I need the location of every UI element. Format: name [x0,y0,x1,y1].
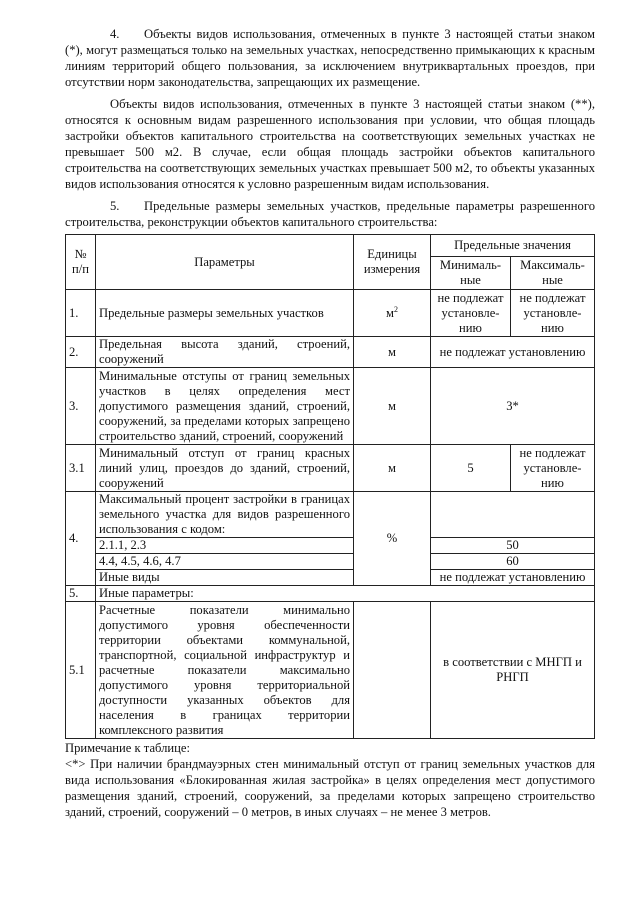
row-3-unit: м [354,368,431,445]
paragraph-5 [65,198,595,230]
row-1-unit-base: м [386,305,394,320]
header-limits: Предельные значения [431,235,595,257]
row-2-num: 2. [66,337,96,368]
paragraph-5-number: 5. [110,199,120,213]
row-1-param: Предельные размеры земельных участков [96,290,354,337]
table-row [66,586,595,602]
table-row [66,602,595,739]
row-2-unit: м [354,337,431,368]
paragraph-4-text: Объекты видов использования, отмеченных в пункте 3 настоящей статьи знаком (*), могут размещаться только на земельных участках, непосредственно примыкающих к красным линиям территорий общего пользования, за исключением внутриквартальных проездов, при отсутствии норм законодательства, запрещающих их размещение. [65,27,595,89]
header-params: Параметры [96,235,354,290]
row-5-1-value: в соответствии с МНГП и РНГП [431,602,595,739]
header-num: № п/п [66,235,96,290]
row-5-1-num: 5.1 [66,602,96,739]
row-3-value: 3* [431,368,595,445]
row-3-1-max: не подлежат установле-нию [511,445,595,492]
row-2-value: не подлежат установлению [431,337,595,368]
row-4-sub3-label: Иные виды [96,570,354,586]
row-4-sub1-label: 2.1.1, 2.3 [96,538,354,554]
row-2-param: Предельная высота зданий, строений, сооружений [96,337,354,368]
parameters-table [65,234,595,739]
row-4-sub1-value: 50 [431,538,595,554]
row-3-1-unit: м [354,445,431,492]
row-4-unit: % [354,492,431,586]
row-5-1-unit [354,602,431,739]
table-row [66,290,595,337]
paragraph-4-continued: Объекты видов использования, отмеченных в пункте 3 настоящей статьи знаком (**), относятся к основным видам разрешенного использования при условии, что общая площадь застройки объектов капитального строительства на соответствующих земельных участках не превышает 500 м2. В случае, если общая площадь застройки объектов капитального строительства на соответствующих земельных участках превышает 500 м2, то объекты указанных видов использования относятся к условно разрешенным видам использования. [65,97,595,191]
header-min: Минималь-ные [431,257,511,290]
row-4-param: Максимальный процент застройки в границах земельного участка для видов разрешенного использования с кодом: [96,492,354,538]
table-row [66,368,595,445]
row-5-1-param: Расчетные показатели минимально допустимого уровня обеспеченности территории объектами коммунальной, транспортной, социальной инфраструктур и расчетные показатели максимально допустимого уровня территориальной доступности указанных объектов для населения в границах территории комплексного развития [96,602,354,739]
header-max: Максималь-ные [511,257,595,290]
row-4-sub2-value: 60 [431,554,595,570]
table-row [66,492,595,538]
row-1-num: 1. [66,290,96,337]
table-note-title: Примечание к таблице: [65,741,190,755]
header-units: Единицы измерения [354,235,431,290]
row-5-param: Иные параметры: [96,586,595,602]
document-page [65,26,595,820]
table-row [66,337,595,368]
row-4-empty [431,492,595,538]
paragraph-4 [65,26,595,90]
row-1-min: не подлежат установле-нию [431,290,511,337]
row-1-unit-sup: 2 [393,304,398,314]
table-header-row [66,235,595,257]
row-4-num: 4. [66,492,96,586]
row-3-num: 3. [66,368,96,445]
row-4-sub3-value: не подлежат установлению [431,570,595,586]
row-3-1-min: 5 [431,445,511,492]
table-row [66,445,595,492]
row-1-unit [354,290,431,337]
table-note-text: <*> При наличии брандмауэрных стен минимальный отступ от границ земельных участков для вида использования «Блокированная жилая застройка» в целях определения мест допустимого размещения зданий, строений, сооружений, за пределами которых запрещено строительство зданий, строений, сооружений – 0 метров, в иных случаях – не менее 3 метров. [65,757,595,819]
paragraph-5-text: Предельные размеры земельных участков, предельные параметры разрешенного строительства, реконструкции объектов капитального строительства: [65,199,595,229]
row-5-num: 5. [66,586,96,602]
row-3-param: Минимальные отступы от границ земельных участков в целях определения мест допустимого размещения зданий, строений, сооружений, за пределами которых запрещено строительство зданий, строений, сооружений [96,368,354,445]
table-row [66,570,595,586]
table-row [66,554,595,570]
row-1-max: не подлежат установле-нию [511,290,595,337]
table-row [66,538,595,554]
row-3-1-param: Минимальный отступ от границ красных линий улиц, проездов до зданий, строений, сооружений [96,445,354,492]
row-4-sub2-label: 4.4, 4.5, 4.6, 4.7 [96,554,354,570]
paragraph-4-number: 4. [110,27,120,41]
row-3-1-num: 3.1 [66,445,96,492]
